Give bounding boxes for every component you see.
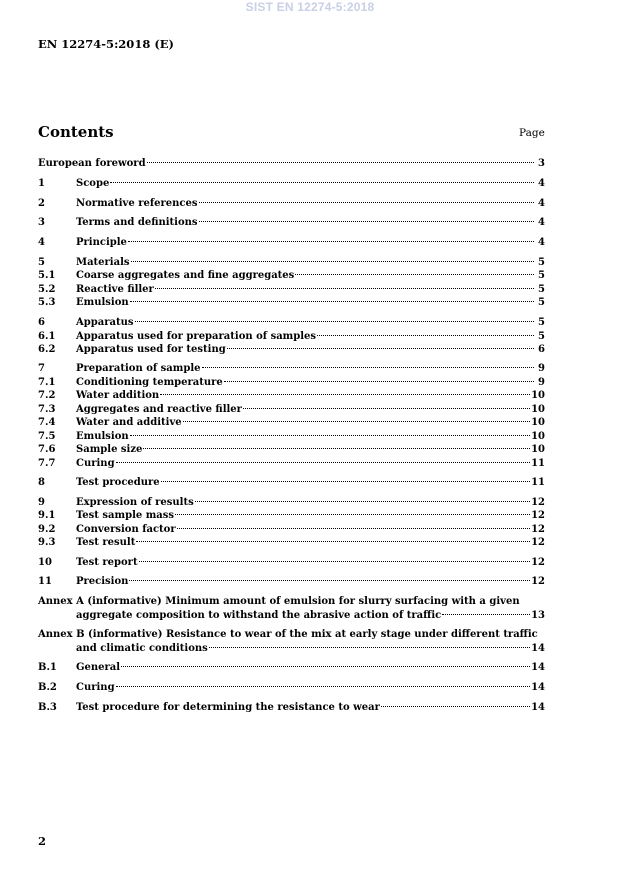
toc-entry[interactable] <box>38 661 545 674</box>
toc-page: 12 <box>531 557 545 568</box>
toc-entry[interactable] <box>38 296 545 309</box>
toc-leader <box>130 301 534 302</box>
toc-leader <box>199 202 535 203</box>
toc-leader <box>199 221 534 222</box>
toc-number: 7.2 <box>38 390 56 401</box>
toc-number: 6.1 <box>38 331 56 342</box>
toc-page: 5 <box>538 270 545 281</box>
toc-title: Apparatus <box>76 317 134 328</box>
toc-page: 11 <box>531 458 545 469</box>
toc-title: Test report <box>76 557 138 568</box>
toc-title: Water and additive <box>76 417 182 428</box>
toc-leader <box>243 408 530 409</box>
toc-title: Test procedure <box>76 477 160 488</box>
toc-entry[interactable] <box>38 457 545 470</box>
toc-number: 11 <box>38 576 52 587</box>
toc-title: Precision <box>76 576 129 587</box>
toc-leader <box>224 381 534 382</box>
toc-title: Coarse aggregates and fine aggregates <box>76 270 295 281</box>
toc-number: 8 <box>38 477 45 488</box>
toc-title: Test sample mass <box>76 510 175 521</box>
toc-number: 7.3 <box>38 404 56 415</box>
toc-number: 9.3 <box>38 537 56 548</box>
toc-page: 12 <box>531 576 545 587</box>
toc-page: 10 <box>531 444 545 455</box>
toc-title: Curing <box>76 458 115 469</box>
toc-number: 7 <box>38 363 45 374</box>
toc-number: 5.3 <box>38 297 56 308</box>
toc-entry[interactable] <box>38 316 545 329</box>
toc-number: 1 <box>38 178 45 189</box>
toc-leader <box>147 162 534 163</box>
toc-title: Test result <box>76 537 136 548</box>
toc-entry[interactable] <box>38 536 545 549</box>
toc-leader <box>135 321 535 322</box>
toc-title: General <box>76 662 121 673</box>
toc-title: Emulsion <box>76 431 129 442</box>
toc-leader <box>161 481 530 482</box>
toc-page: 4 <box>538 198 545 209</box>
toc-entry[interactable] <box>38 443 545 456</box>
toc-title: Terms and definitions <box>76 217 198 228</box>
toc-number: 10 <box>38 557 52 568</box>
toc-page: 3 <box>538 158 545 169</box>
toc-entry[interactable] <box>38 416 545 429</box>
toc-title: Scope <box>76 178 110 189</box>
toc-entry[interactable] <box>38 256 545 269</box>
toc-page: 12 <box>531 537 545 548</box>
toc-number: B.1 <box>38 662 57 673</box>
toc-page: 10 <box>531 417 545 428</box>
toc-entry-annex-a[interactable] <box>38 609 545 622</box>
toc-leader <box>177 528 530 529</box>
toc-leader <box>317 335 534 336</box>
toc-page: 14 <box>531 643 545 654</box>
toc-page: 14 <box>531 682 545 693</box>
toc-page: 5 <box>538 331 545 342</box>
toc-title: Test procedure for determining the resistance to wear <box>76 702 380 713</box>
toc-page: 13 <box>531 610 545 621</box>
toc-title: Curing <box>76 682 115 693</box>
toc-page: 14 <box>531 702 545 713</box>
toc-entry[interactable] <box>38 269 545 282</box>
toc-leader <box>121 666 530 667</box>
toc-number: B.3 <box>38 702 57 713</box>
toc-entry[interactable] <box>38 523 545 536</box>
toc-page: 14 <box>531 662 545 673</box>
toc-leader <box>295 274 534 275</box>
toc-entry[interactable] <box>38 476 545 489</box>
contents-heading: Contents <box>38 123 114 141</box>
toc-number: 7.4 <box>38 417 56 428</box>
toc-leader <box>202 367 534 368</box>
toc-title: Apparatus used for preparation of samples <box>76 331 317 342</box>
toc-entry[interactable] <box>38 509 545 522</box>
toc-number: 3 <box>38 217 45 228</box>
toc-entry[interactable] <box>38 389 545 402</box>
toc-entry[interactable] <box>38 216 545 229</box>
toc-entry[interactable] <box>38 197 545 210</box>
toc-number: 5.1 <box>38 270 56 281</box>
toc-entry[interactable] <box>38 556 545 569</box>
toc-page: 11 <box>531 477 545 488</box>
toc-title: Emulsion <box>76 297 129 308</box>
toc-entry-annex-b[interactable] <box>38 642 545 655</box>
toc-leader <box>136 541 530 542</box>
toc-leader <box>183 421 530 422</box>
annex-b-title-line1[interactable]: Annex B (informative) Resistance to wear of the mix at early stage under different traffic <box>38 629 538 640</box>
toc-leader <box>175 514 530 515</box>
toc-entry[interactable] <box>38 701 545 714</box>
watermark: SIST EN 12274-5:2018 <box>245 0 375 14</box>
toc-leader <box>160 394 530 395</box>
toc-leader <box>130 435 530 436</box>
document-id: EN 12274-5:2018 (E) <box>38 37 174 51</box>
toc-title: Water addition <box>76 390 160 401</box>
toc-number: 4 <box>38 237 45 248</box>
toc-entry[interactable] <box>38 157 545 170</box>
toc-entry[interactable] <box>38 236 545 249</box>
toc-leader <box>381 706 530 707</box>
toc-page: 4 <box>538 237 545 248</box>
toc-entry[interactable] <box>38 330 545 343</box>
toc-title: Expression of results <box>76 497 194 508</box>
toc-title: European foreword <box>38 158 146 169</box>
toc-entry[interactable] <box>38 343 545 356</box>
toc-page: 4 <box>538 178 545 189</box>
toc-title: Aggregates and reactive filler <box>76 404 242 415</box>
toc-page: 5 <box>538 257 545 268</box>
toc-number: 5 <box>38 257 45 268</box>
toc-entry[interactable] <box>38 403 545 416</box>
annex-a-title-line1[interactable]: Annex A (informative) Minimum amount of emulsion for slurry surfacing with a given <box>38 596 520 607</box>
toc-page: 12 <box>531 510 545 521</box>
toc-number: 5.2 <box>38 284 56 295</box>
toc-title: Preparation of sample <box>76 363 201 374</box>
toc-leader <box>143 448 530 449</box>
toc-leader <box>116 462 531 463</box>
toc-number: 7.7 <box>38 458 56 469</box>
toc-title: Apparatus used for testing <box>76 344 226 355</box>
toc-leader <box>116 686 531 687</box>
toc-entry[interactable] <box>38 496 545 509</box>
toc-entry[interactable] <box>38 681 545 694</box>
toc-entry[interactable] <box>38 430 545 443</box>
toc-leader <box>128 241 534 242</box>
toc-leader <box>110 182 534 183</box>
toc-page: 4 <box>538 217 545 228</box>
toc-entry[interactable] <box>38 376 545 389</box>
toc-leader <box>195 501 530 502</box>
toc-number: B.2 <box>38 682 57 693</box>
toc-leader <box>209 647 530 648</box>
toc-page: 5 <box>538 284 545 295</box>
toc-title: Reactive filler <box>76 284 154 295</box>
toc-entry[interactable] <box>38 362 545 375</box>
toc-title: Materials <box>76 257 130 268</box>
page-number: 2 <box>38 834 47 848</box>
toc-title: aggregate composition to withstand the abrasive action of traffic <box>76 610 442 621</box>
toc-leader <box>129 580 530 581</box>
toc-page: 12 <box>531 497 545 508</box>
toc-entry[interactable] <box>38 575 545 588</box>
toc-page: 6 <box>538 344 545 355</box>
toc-page: 10 <box>531 431 545 442</box>
toc-number: 9.2 <box>38 524 56 535</box>
toc-entry[interactable] <box>38 177 545 190</box>
toc-leader <box>227 348 534 349</box>
toc-title: Sample size <box>76 444 143 455</box>
toc-number: 7.1 <box>38 377 56 388</box>
toc-entry[interactable] <box>38 283 545 296</box>
toc-number: 9.1 <box>38 510 56 521</box>
toc-page: 9 <box>538 377 545 388</box>
toc-title: Conditioning temperature <box>76 377 223 388</box>
toc-title: Conversion factor <box>76 524 176 535</box>
toc-number: 7.6 <box>38 444 56 455</box>
toc-leader <box>155 288 534 289</box>
page-column-label: Page <box>519 127 545 139</box>
toc-page: 10 <box>531 390 545 401</box>
toc-page: 5 <box>538 317 545 328</box>
toc-page: 9 <box>538 363 545 374</box>
toc-leader <box>442 614 530 615</box>
toc-number: 2 <box>38 198 45 209</box>
toc-title: and climatic conditions <box>76 643 208 654</box>
toc-page: 12 <box>531 524 545 535</box>
toc-number: 9 <box>38 497 45 508</box>
toc-leader <box>131 261 534 262</box>
toc-leader <box>139 561 531 562</box>
toc-number: 6 <box>38 317 45 328</box>
toc-title: Normative references <box>76 198 198 209</box>
toc-page: 10 <box>531 404 545 415</box>
toc-title: Principle <box>76 237 127 248</box>
toc-number: 7.5 <box>38 431 56 442</box>
toc-number: 6.2 <box>38 344 56 355</box>
toc-page: 5 <box>538 297 545 308</box>
